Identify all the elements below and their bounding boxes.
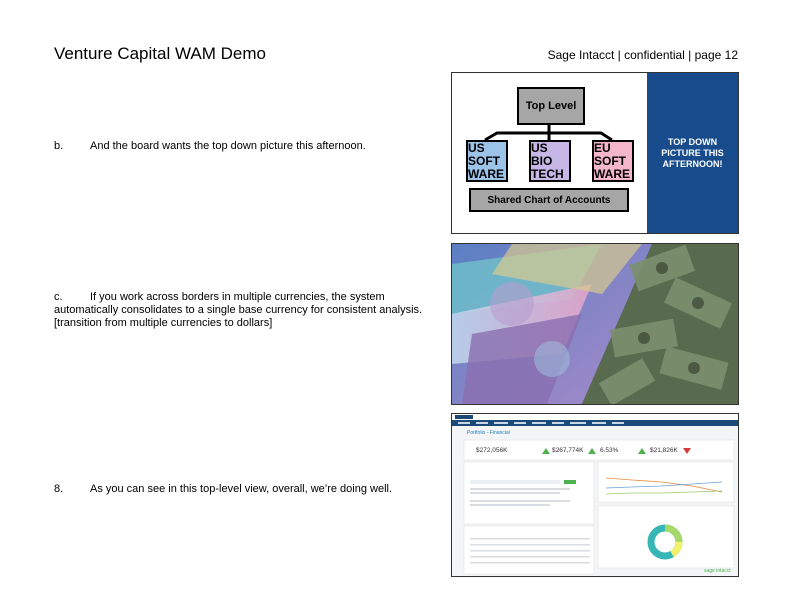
kpi-value: $272,056K — [476, 447, 508, 454]
item-text: As you can see in this top-level view, overall, we’re doing well. — [90, 483, 393, 495]
currency-photo — [451, 243, 739, 405]
org-top-level: Top Level — [517, 87, 585, 125]
header-confidential: Sage Intacct | confidential | page 12 — [547, 48, 738, 62]
dashboard-screenshot — [451, 413, 739, 577]
item-note: [transition from multiple currencies to dollars] — [54, 317, 273, 329]
item-number: 8. — [54, 483, 64, 495]
item-text: If you work across borders in multiple currencies, the system automatically consolidates to a single base currency for consistent analysis. — [54, 291, 423, 316]
currency-illustration — [452, 244, 738, 404]
kpi-value: $21,826K — [650, 447, 678, 454]
list-item — [54, 483, 434, 496]
list-item — [54, 291, 434, 330]
list-item — [54, 140, 434, 153]
item-text: And the board wants the top down picture this afternoon. — [90, 140, 366, 152]
dashboard-brand: sage intacct — [704, 568, 731, 574]
kpi-value: $267,774K — [552, 447, 584, 454]
org-entity-us-software: US SOFT WARE — [466, 140, 508, 182]
org-chart-panel — [451, 72, 739, 234]
org-shared-coa: Shared Chart of Accounts — [469, 188, 629, 212]
page-title: Venture Capital WAM Demo — [54, 44, 266, 63]
item-number: c. — [54, 291, 63, 303]
org-entity-us-biotech: US BIO TECH — [529, 140, 571, 182]
dashboard-page-title: Portfolio - Financial — [467, 430, 510, 436]
item-number: b. — [54, 140, 64, 152]
dashboard-illustration — [452, 414, 738, 576]
kpi-value: 6.53% — [600, 447, 619, 454]
org-entity-eu-software: EU SOFT WARE — [592, 140, 634, 182]
org-callout: TOP DOWN PICTURE THIS AFTERNOON! — [647, 73, 738, 233]
